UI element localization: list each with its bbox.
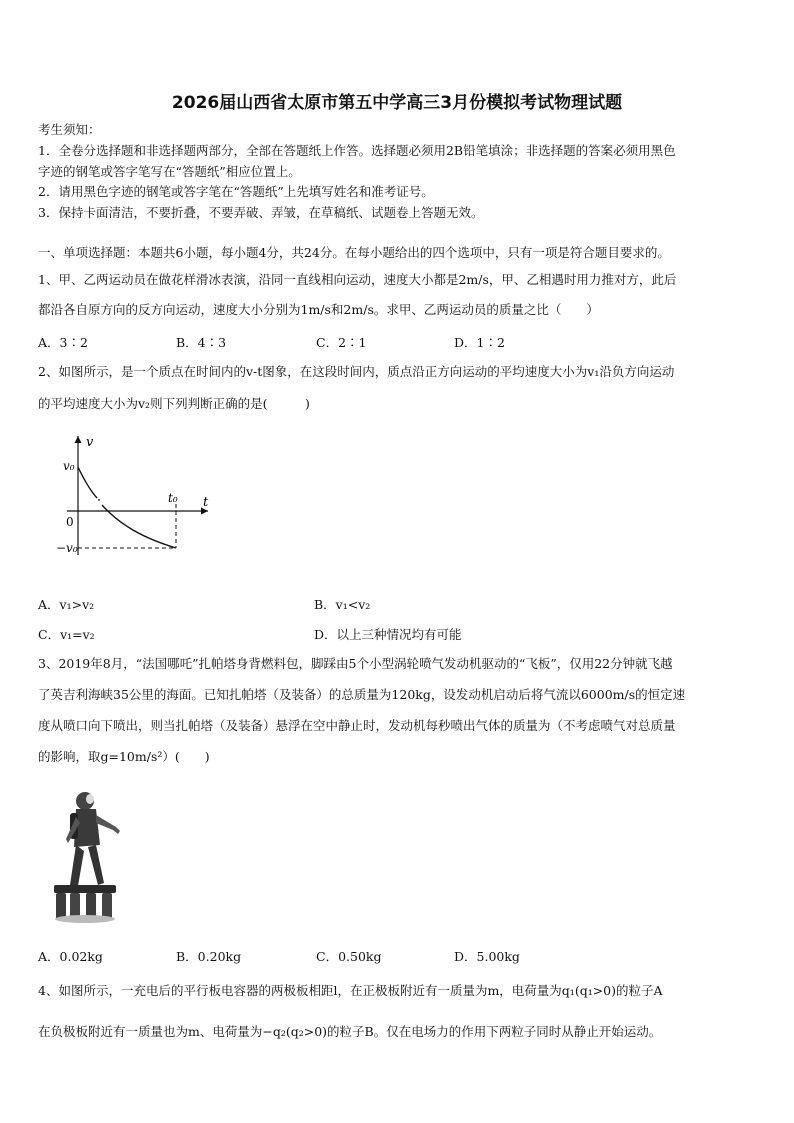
q3-option-d: D．5.00kg bbox=[454, 949, 520, 964]
neg-v0-label: −v₀ bbox=[56, 541, 78, 555]
q2-option-c: C．v₁=v₂ bbox=[38, 627, 95, 642]
flyboard-rider-photo bbox=[40, 785, 130, 925]
page-title: 2026届山西省太原市第五中学高三3月份模拟考试物理试题 bbox=[171, 93, 623, 113]
q1-line-1: 1、甲、乙两运动员在做花样滑冰表演，沿同一直线相向运动，速度大小都是2m/s，甲、乙相遇时用力推对方，此后 bbox=[38, 272, 677, 287]
notice-item-3: 3．保持卡面清洁，不要折叠，不要弄破、弄皱，在草稿纸、试题卷上答题无效。 bbox=[38, 205, 484, 220]
q1-option-d: D．1∶2 bbox=[454, 335, 505, 350]
q4-line-1: 4、如图所示，一充电后的平行板电容器的两极板相距l，在正极板附近有一质量为m，电荷量为q₁(q₁>0)的粒子A bbox=[38, 983, 663, 998]
notice-item-1: 1．全卷分选择题和非选择题两部分，全部在答题纸上作答。选择题必须用2B铅笔填涂；非选择题的答案必须用黑色 bbox=[38, 143, 676, 158]
q3-line-4: 的影响，取g=10m/s²）( ) bbox=[38, 749, 210, 764]
curve-gap-dot bbox=[98, 499, 100, 501]
q1-option-a: A．3∶2 bbox=[38, 335, 88, 350]
notice-item-1-cont: 字迹的钢笔或答字笔写在“答题纸”相应位置上。 bbox=[38, 164, 301, 179]
q3-option-c: C．0.50kg bbox=[316, 949, 382, 964]
vt-graph bbox=[55, 430, 225, 560]
q1-line-2: 都沿各自原方向的反方向运动，速度大小分别为1m/s和2m/s。求甲、乙两运动员的质量之比（ ） bbox=[38, 302, 599, 317]
section-heading: 一、单项选择题：本题共6小题，每小题4分，共24分。在每小题给出的四个选项中，只有一项是符合题目要求的。 bbox=[38, 245, 670, 260]
q3-line-1: 3、2019年8月，“法国哪吒”扎帕塔身背燃料包，脚踩由5个小型涡轮喷气发动机驱动的“飞板”，仅用22分钟就飞越 bbox=[38, 656, 673, 671]
q2-option-b: B．v₁<v₂ bbox=[314, 597, 371, 612]
q1-option-c: C．2∶1 bbox=[316, 335, 367, 350]
t-axis-label: t bbox=[203, 495, 209, 510]
q3-option-a: A．0.02kg bbox=[38, 949, 103, 964]
v0-label: v₀ bbox=[63, 459, 75, 473]
q2-line-2: 的平均速度大小为v₂则下列判断正确的是( ) bbox=[38, 396, 310, 411]
origin-label: 0 bbox=[66, 515, 74, 529]
notice-heading: 考生须知： bbox=[38, 122, 101, 137]
v-axis-label: v bbox=[86, 435, 94, 450]
q3-line-2: 了英吉利海峡35公里的海面。已知扎帕塔（及装备）的总质量为120kg，设发动机启动后将气流以6000m/s的恒定速 bbox=[38, 687, 686, 702]
notice-item-2: 2．请用黑色字迹的钢笔或答字笔在“答题纸”上先填写姓名和准考证号。 bbox=[38, 184, 434, 199]
q1-option-b: B．4∶3 bbox=[176, 335, 227, 350]
q2-option-a: A．v₁>v₂ bbox=[38, 597, 95, 612]
t0-label: t₀ bbox=[168, 491, 178, 505]
q3-line-3: 度从喷口向下喷出，则当扎帕塔（及装备）悬浮在空中静止时，发动机每秒喷出气体的质量为（不考虑喷气对总质量 bbox=[38, 718, 676, 733]
q2-line-1: 2、如图所示，是一个质点在时间内的v-t图象，在这段时间内，质点沿正方向运动的平均速度大小为v₁沿负方向运动 bbox=[38, 364, 675, 379]
q2-option-d: D．以上三种情况均有可能 bbox=[314, 627, 462, 642]
q4-line-2: 在负极板附近有一质量也为m、电荷量为−q₂(q₂>0)的粒子B。仅在电场力的作用下两粒子同时从静止开始运动。 bbox=[38, 1024, 662, 1039]
curve-upper bbox=[78, 467, 97, 498]
q3-option-b: B．0.20kg bbox=[176, 949, 242, 964]
